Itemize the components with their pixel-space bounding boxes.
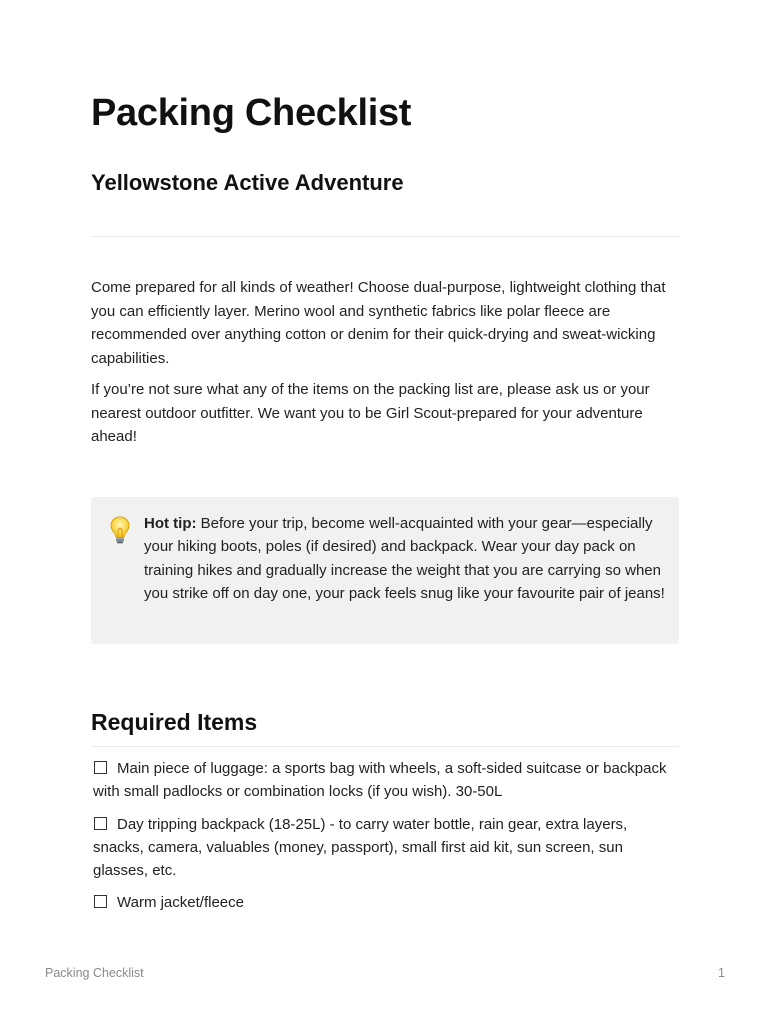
checkbox[interactable] — [94, 817, 107, 830]
intro-text — [91, 276, 679, 457]
hot-tip-text — [144, 512, 666, 605]
footer-page-number: 1 — [718, 966, 725, 980]
hot-tip-body: Before your trip, become well-acquainted with your gear—especially your hiking boots, poles (if desired) and backpack. Wear your day pack on training hikes and gradually increase the weight that you are carrying so when you strike off on day one, your pack feels snug like your favourite pair of jeans! — [144, 515, 665, 602]
footer-document-name: Packing Checklist — [45, 966, 144, 980]
checklist-item-label: Day tripping backpack (18-25L) - to carry water bottle, rain gear, extra layers, snacks, camera, valuables (money, passport), small first aid kit, sun screen, sun glasses, etc. — [93, 815, 628, 880]
required-items-heading: Required Items — [91, 709, 258, 735]
checkbox[interactable] — [94, 761, 107, 774]
intro-paragraph-2: If you’re not sure what any of the items on the packing list are, please ask us or your nearest outdoor outfitter. We want you to be Girl Scout-prepared for your adventure ahead! — [91, 381, 650, 445]
hot-tip-label: Hot tip: — [144, 515, 197, 532]
checklist-item — [91, 757, 679, 804]
checklist-item-label: Warm jacket/fleece — [117, 894, 244, 912]
required-items-list — [91, 757, 679, 924]
section-divider — [91, 746, 679, 747]
header-divider — [91, 236, 679, 237]
checkbox[interactable] — [94, 895, 107, 908]
checklist-item-label: Main piece of luggage: a sports bag with wheels, a soft-sided suitcase or backpack with small padlocks or combination locks (if you wish). 30-50L — [93, 760, 667, 801]
page-subtitle: Yellowstone Active Adventure — [91, 170, 404, 195]
hot-tip-callout — [91, 497, 679, 644]
page-title: Packing Checklist — [91, 92, 412, 134]
checklist-item — [91, 813, 679, 883]
intro-paragraph-1: Come prepared for all kinds of weather! Choose dual-purpose, lightweight clothing that you can efficiently layer. Merino wool and synthetic fabrics like polar fleece are recommended over anything cotton or denim for their quick-drying and sweat-wicking capabilities. — [91, 279, 666, 367]
checklist-item — [91, 891, 679, 914]
lightbulb-icon — [107, 515, 133, 545]
